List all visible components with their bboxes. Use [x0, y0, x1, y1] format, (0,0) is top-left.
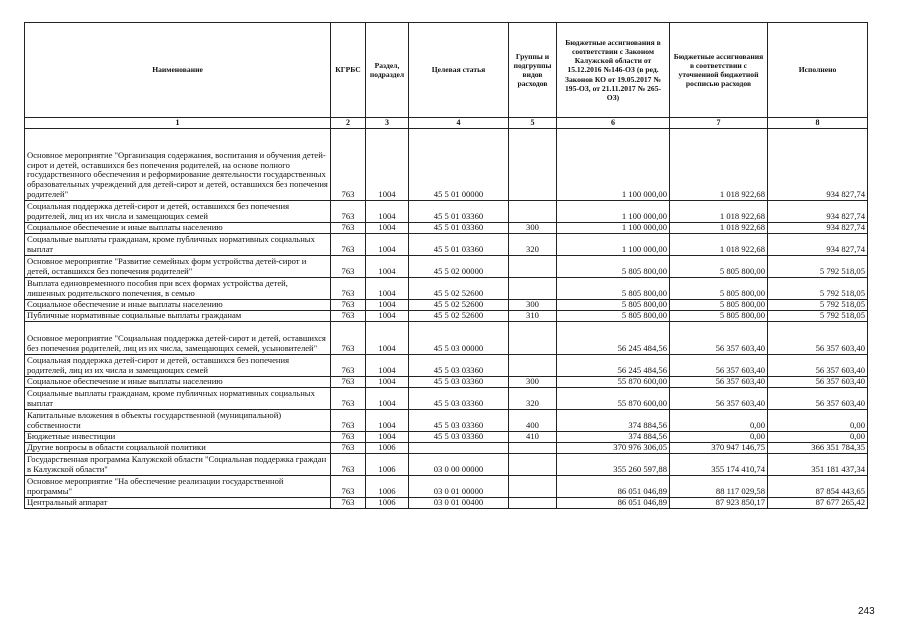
table-row	[25, 377, 868, 388]
row-name: Социальные выплаты гражданам, кроме публичных нормативных социальных выплат	[25, 388, 331, 410]
table-row	[25, 454, 868, 476]
header-section: Раздел, подраздел	[366, 23, 409, 118]
table-row	[25, 388, 868, 410]
row-name: Социальная поддержка детей-сирот и детей, оставшихся без попечения родителей, лиц из их числа и замещающих семей	[25, 201, 331, 223]
row-kgrbs: 763	[331, 223, 366, 234]
row-target-article: 45 5 03 03360	[409, 432, 509, 443]
row-target-article: 45 5 02 00000	[409, 256, 509, 278]
table-row	[25, 410, 868, 432]
row-target-article: 45 5 01 00000	[409, 129, 509, 201]
table-row	[25, 201, 868, 223]
row-kgrbs: 763	[331, 234, 366, 256]
row-budget-refined: 1 018 922,68	[670, 223, 768, 234]
row-expense-group	[509, 355, 557, 377]
column-number: 8	[768, 118, 868, 129]
row-name: Основное мероприятие "Организация содержания, воспитания и обучения детей-сирот и детей, оставшихся без попечения родителей, на основе полного государственного обеспечения и реформирование деятельности государственных образовательных учреждений для детей-сирот и детей, оставшихся без попечения родителей"	[25, 129, 331, 201]
table-body	[25, 129, 868, 509]
header-kgrbs: КГРБС	[331, 23, 366, 118]
row-kgrbs: 763	[331, 278, 366, 300]
row-section: 1006	[366, 443, 409, 454]
row-target-article: 45 5 02 52600	[409, 300, 509, 311]
row-expense-group	[509, 498, 557, 509]
row-kgrbs: 763	[331, 311, 366, 322]
row-expense-group	[509, 454, 557, 476]
row-kgrbs: 763	[331, 355, 366, 377]
row-kgrbs: 763	[331, 201, 366, 223]
row-budget-refined: 56 357 603,40	[670, 388, 768, 410]
row-section: 1004	[366, 388, 409, 410]
row-budget-law: 5 805 800,00	[557, 300, 670, 311]
row-name: Бюджетные инвестиции	[25, 432, 331, 443]
row-budget-refined: 87 923 850,17	[670, 498, 768, 509]
row-kgrbs: 763	[331, 388, 366, 410]
row-budget-law: 5 805 800,00	[557, 256, 670, 278]
row-executed: 5 792 518,05	[768, 256, 868, 278]
row-budget-refined: 56 357 603,40	[670, 355, 768, 377]
row-section: 1004	[366, 201, 409, 223]
row-expense-group	[509, 443, 557, 454]
row-kgrbs: 763	[331, 443, 366, 454]
column-number: 1	[25, 118, 331, 129]
row-section: 1004	[366, 311, 409, 322]
table-row	[25, 223, 868, 234]
row-section: 1004	[366, 355, 409, 377]
row-budget-law: 56 245 484,56	[557, 322, 670, 355]
row-budget-law: 55 870 600,00	[557, 377, 670, 388]
row-budget-refined: 5 805 800,00	[670, 256, 768, 278]
table-row	[25, 278, 868, 300]
table-row	[25, 256, 868, 278]
row-budget-law: 370 976 306,05	[557, 443, 670, 454]
column-number: 7	[670, 118, 768, 129]
row-expense-group	[509, 476, 557, 498]
row-expense-group: 320	[509, 234, 557, 256]
header-executed: Исполнено	[768, 23, 868, 118]
table-row	[25, 311, 868, 322]
row-kgrbs: 763	[331, 256, 366, 278]
row-name: Публичные нормативные социальные выплаты гражданам	[25, 311, 331, 322]
row-section: 1006	[366, 454, 409, 476]
column-number: 3	[366, 118, 409, 129]
row-executed: 366 351 784,35	[768, 443, 868, 454]
row-budget-refined: 1 018 922,68	[670, 129, 768, 201]
row-section: 1004	[366, 129, 409, 201]
row-budget-law: 1 100 000,00	[557, 234, 670, 256]
row-name: Основное мероприятие "Развитие семейных форм устройства детей-сирот и детей, оставшихся без попечения родителей"	[25, 256, 331, 278]
row-section: 1004	[366, 322, 409, 355]
header-budget-law: Бюджетные ассигнования в соответствии с Законом Калужской области от 15.12.2016 №146-ОЗ (в ред. Законов КО от 19.05.2017 № 195-ОЗ, от 21.11.2017 № 265-ОЗ)	[557, 23, 670, 118]
row-budget-law: 1 100 000,00	[557, 223, 670, 234]
column-number: 4	[409, 118, 509, 129]
row-section: 1004	[366, 410, 409, 432]
row-budget-refined: 88 117 029,58	[670, 476, 768, 498]
row-budget-refined: 5 805 800,00	[670, 300, 768, 311]
row-kgrbs: 763	[331, 410, 366, 432]
row-name: Социальное обеспечение и иные выплаты населению	[25, 223, 331, 234]
table-row	[25, 129, 868, 201]
row-budget-refined: 5 805 800,00	[670, 311, 768, 322]
row-target-article: 45 5 03 03360	[409, 410, 509, 432]
row-expense-group: 310	[509, 311, 557, 322]
table-row	[25, 355, 868, 377]
row-name: Основное мероприятие "Социальная поддержка детей-сирот и детей, оставшихся без попечения родителей, лиц из их числа, замещающих семей, усыновителей"	[25, 322, 331, 355]
row-executed: 87 677 265,42	[768, 498, 868, 509]
row-expense-group: 300	[509, 377, 557, 388]
row-budget-refined: 5 805 800,00	[670, 278, 768, 300]
row-name: Центральный аппарат	[25, 498, 331, 509]
row-executed: 0,00	[768, 410, 868, 432]
row-budget-law: 5 805 800,00	[557, 311, 670, 322]
row-expense-group: 400	[509, 410, 557, 432]
row-name: Государственная программа Калужской области "Социальная поддержка граждан в Калужской области"	[25, 454, 331, 476]
row-target-article: 45 5 02 52600	[409, 278, 509, 300]
row-expense-group	[509, 129, 557, 201]
row-target-article: 45 5 03 00000	[409, 322, 509, 355]
row-target-article: 45 5 03 03360	[409, 388, 509, 410]
row-budget-law: 86 051 046,89	[557, 498, 670, 509]
row-section: 1004	[366, 377, 409, 388]
row-budget-refined: 355 174 410,74	[670, 454, 768, 476]
row-section: 1004	[366, 432, 409, 443]
row-kgrbs: 763	[331, 454, 366, 476]
row-name: Социальная поддержка детей-сирот и детей, оставшихся без попечения родителей, лиц из их числа и замещающих семей	[25, 355, 331, 377]
row-executed: 5 792 518,05	[768, 300, 868, 311]
row-section: 1004	[366, 278, 409, 300]
row-budget-law: 1 100 000,00	[557, 129, 670, 201]
row-name: Другие вопросы в области социальной политики	[25, 443, 331, 454]
row-executed: 934 827,74	[768, 201, 868, 223]
row-kgrbs: 763	[331, 300, 366, 311]
row-name: Социальные выплаты гражданам, кроме публичных нормативных социальных выплат	[25, 234, 331, 256]
table-row	[25, 432, 868, 443]
row-expense-group	[509, 256, 557, 278]
row-budget-law: 5 805 800,00	[557, 278, 670, 300]
row-target-article: 45 5 01 03360	[409, 201, 509, 223]
row-budget-refined: 370 947 146,75	[670, 443, 768, 454]
row-target-article: 03 0 01 00000	[409, 476, 509, 498]
row-kgrbs: 763	[331, 432, 366, 443]
header-target-article: Целевая статья	[409, 23, 509, 118]
row-executed: 56 357 603,40	[768, 355, 868, 377]
row-expense-group	[509, 201, 557, 223]
row-target-article: 45 5 01 03360	[409, 234, 509, 256]
row-executed: 934 827,74	[768, 234, 868, 256]
row-budget-refined: 0,00	[670, 410, 768, 432]
row-executed: 56 357 603,40	[768, 388, 868, 410]
row-kgrbs: 763	[331, 476, 366, 498]
row-target-article: 03 0 01 00400	[409, 498, 509, 509]
row-budget-law: 374 884,56	[557, 432, 670, 443]
row-executed: 5 792 518,05	[768, 278, 868, 300]
table-row	[25, 300, 868, 311]
header-expense-group: Группы и подгруппы видов расходов	[509, 23, 557, 118]
row-section: 1004	[366, 300, 409, 311]
row-budget-law: 374 884,56	[557, 410, 670, 432]
row-executed: 56 357 603,40	[768, 377, 868, 388]
row-target-article: 45 5 02 52600	[409, 311, 509, 322]
row-target-article: 03 0 00 00000	[409, 454, 509, 476]
row-executed: 934 827,74	[768, 129, 868, 201]
row-section: 1006	[366, 476, 409, 498]
row-target-article: 45 5 03 03360	[409, 355, 509, 377]
row-expense-group: 410	[509, 432, 557, 443]
row-target-article: 45 5 01 03360	[409, 223, 509, 234]
table-row	[25, 443, 868, 454]
row-budget-refined: 1 018 922,68	[670, 234, 768, 256]
row-expense-group	[509, 322, 557, 355]
row-executed: 934 827,74	[768, 223, 868, 234]
row-executed: 351 181 437,34	[768, 454, 868, 476]
row-budget-law: 86 051 046,89	[557, 476, 670, 498]
row-name: Социальное обеспечение и иные выплаты населению	[25, 377, 331, 388]
row-budget-refined: 56 357 603,40	[670, 377, 768, 388]
row-kgrbs: 763	[331, 377, 366, 388]
row-expense-group: 320	[509, 388, 557, 410]
row-name: Капитальные вложения в объекты государственной (муниципальной) собственности	[25, 410, 331, 432]
row-budget-law: 355 260 597,88	[557, 454, 670, 476]
row-budget-law: 56 245 484,56	[557, 355, 670, 377]
row-expense-group: 300	[509, 223, 557, 234]
row-budget-law: 55 870 600,00	[557, 388, 670, 410]
row-executed: 5 792 518,05	[768, 311, 868, 322]
header-name: Наименование	[25, 23, 331, 118]
row-target-article: 45 5 03 03360	[409, 377, 509, 388]
row-name: Социальное обеспечение и иные выплаты населению	[25, 300, 331, 311]
row-name: Основное мероприятие "На обеспечение реализации государственной программы"	[25, 476, 331, 498]
column-number: 2	[331, 118, 366, 129]
row-target-article	[409, 443, 509, 454]
row-section: 1004	[366, 234, 409, 256]
row-budget-refined: 1 018 922,68	[670, 201, 768, 223]
row-section: 1004	[366, 223, 409, 234]
table-row	[25, 322, 868, 355]
page-number: 243	[858, 606, 875, 617]
row-section: 1006	[366, 498, 409, 509]
row-executed: 87 854 443,65	[768, 476, 868, 498]
row-expense-group: 300	[509, 300, 557, 311]
table-row	[25, 234, 868, 256]
column-number: 6	[557, 118, 670, 129]
header-row	[25, 23, 868, 118]
row-executed: 56 357 603,40	[768, 322, 868, 355]
column-number: 5	[509, 118, 557, 129]
table-row	[25, 498, 868, 509]
row-kgrbs: 763	[331, 129, 366, 201]
table-row	[25, 476, 868, 498]
row-budget-refined: 0,00	[670, 432, 768, 443]
header-budget-refined: Бюджетные ассигнования в соответствии с уточненной бюджетной росписью расходов	[670, 23, 768, 118]
row-section: 1004	[366, 256, 409, 278]
row-kgrbs: 763	[331, 322, 366, 355]
row-kgrbs: 763	[331, 498, 366, 509]
row-name: Выплата единовременного пособия при всех формах устройства детей, лишенных родительского попечения, в семью	[25, 278, 331, 300]
column-number-row	[25, 118, 868, 129]
row-budget-refined: 56 357 603,40	[670, 322, 768, 355]
row-budget-law: 1 100 000,00	[557, 201, 670, 223]
row-executed: 0,00	[768, 432, 868, 443]
row-expense-group	[509, 278, 557, 300]
budget-execution-table	[24, 22, 868, 509]
